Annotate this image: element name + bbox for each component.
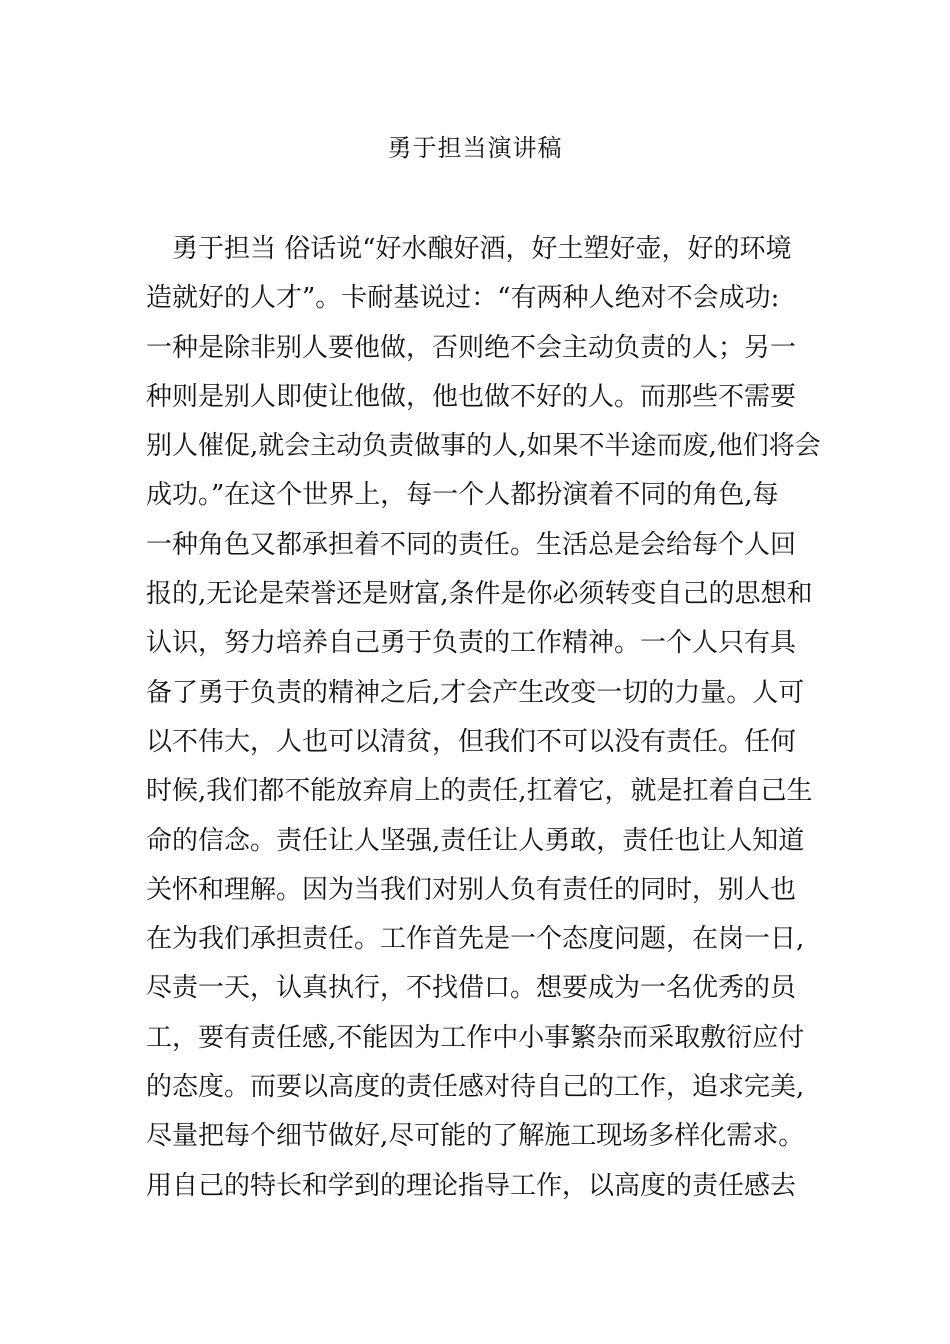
body-line: 尽量把每个细节做好,尽可能的了解施工现场多样化需求。 bbox=[146, 1121, 805, 1152]
body-line: 时候,我们都不能放弃肩上的责任,扛着它，就是扛着自己生 bbox=[146, 776, 813, 807]
document-body bbox=[146, 229, 821, 1215]
body-line: 关怀和理解。因为当我们对别人负有责任的同时，别人也 bbox=[146, 874, 797, 905]
body-line: 用自己的特长和学到的理论指导工作，以高度的责任感去 bbox=[146, 1170, 797, 1201]
body-line: 尽责一天，认真执行，不找借口。想要成为一名优秀的员 bbox=[146, 973, 797, 1004]
body-line: 报的,无论是荣誉还是财富,条件是你必须转变自己的思想和 bbox=[146, 579, 813, 610]
body-line: 命的信念。责任让人坚强,责任让人勇敢，责任也让人知道 bbox=[146, 825, 805, 856]
body-line: 一种是除非别人要他做，否则绝不会主动负责的人；另一 bbox=[146, 332, 797, 363]
body-line: 造就好的人才”。卡耐基说过：“有两种人绝对不会成功: bbox=[146, 283, 780, 314]
body-line: 成功。”在这个世界上，每一个人都扮演着不同的角色,每 bbox=[146, 480, 779, 511]
body-line: 工，要有责任感,不能因为工作中小事繁杂而采取敷衍应付 bbox=[146, 1022, 805, 1053]
body-line: 以不伟大，人也可以清贫，但我们不可以没有责任。任何 bbox=[146, 726, 797, 757]
body-line: 勇于担当 俗话说“好水酿好酒，好土塑好壶，好的环境 bbox=[146, 234, 792, 264]
body-line: 认识，努力培养自己勇于负责的工作精神。一个人只有具 bbox=[146, 628, 797, 659]
body-line: 一种角色又都承担着不同的责任。生活总是会给每个人回 bbox=[146, 529, 797, 560]
document-title: 勇于担当演讲稿 bbox=[387, 134, 563, 162]
body-line: 的态度。而要以高度的责任感对待自己的工作，追求完美, bbox=[146, 1072, 805, 1103]
body-line: 种则是别人即使让他做，他也做不好的人。而那些不需要 bbox=[146, 381, 797, 412]
body-line: 别人催促,就会主动负责做事的人,如果不半途而废,他们将会 bbox=[146, 431, 821, 462]
body-line: 备了勇于负责的精神之后,才会产生改变一切的力量。人可 bbox=[146, 677, 805, 708]
body-line: 在为我们承担责任。工作首先是一个态度问题，在岗一日, bbox=[146, 924, 805, 955]
